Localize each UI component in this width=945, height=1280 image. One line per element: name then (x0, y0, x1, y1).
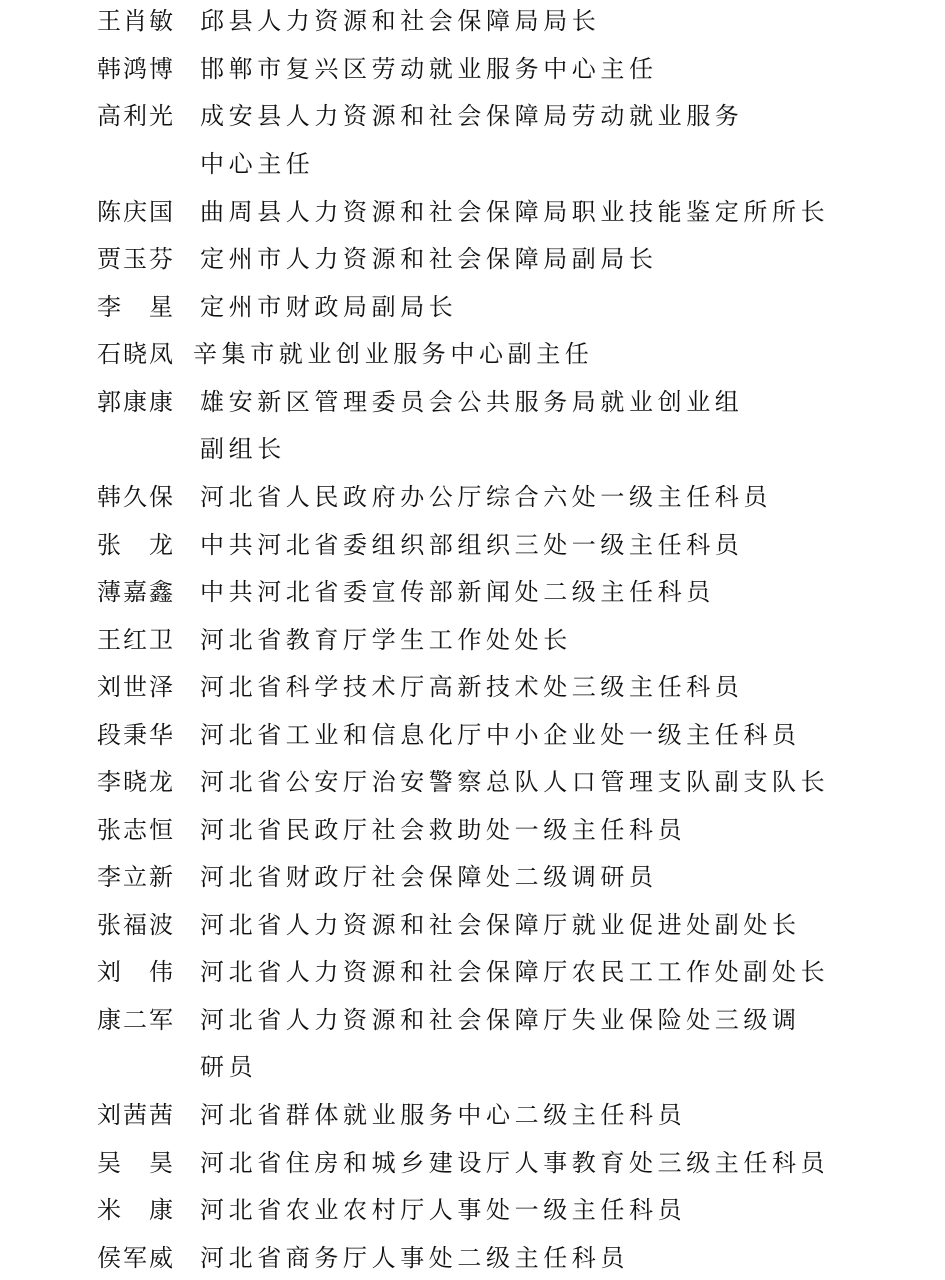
person-name: 李晓龙 (97, 768, 175, 796)
person-title: 河北省财政厅社会保障处二级调研员 (200, 863, 658, 891)
person-title: 中共河北省委宣传部新闻处二级主任科员 (200, 578, 715, 606)
person-name: 陈庆国 (97, 198, 175, 226)
person-name: 李立新 (97, 863, 175, 891)
person-name: 张福波 (97, 911, 175, 939)
person-name: 刘 伟 (97, 958, 175, 986)
person-title-continued: 副组长 (200, 435, 286, 463)
person-name: 吴 昊 (97, 1149, 175, 1177)
person-title: 河北省科学技术厅高新技术处三级主任科员 (200, 673, 744, 701)
person-title: 河北省工业和信息化厅中小企业处一级主任科员 (200, 721, 801, 749)
person-name: 张 龙 (97, 531, 175, 559)
person-name: 韩鸿博 (97, 55, 175, 83)
person-name: 段秉华 (97, 721, 175, 749)
person-title: 中共河北省委组织部组织三处一级主任科员 (200, 531, 744, 559)
person-name: 贾玉芬 (97, 245, 175, 273)
person-title: 河北省住房和城乡建设厅人事教育处三级主任科员 (200, 1149, 830, 1177)
person-title: 辛集市就业创业服务中心副主任 (193, 340, 594, 368)
person-title: 雄安新区管理委员会公共服务局就业创业组 (200, 388, 744, 416)
person-name: 刘茜茜 (97, 1101, 175, 1129)
person-title: 河北省商务厅人事处二级主任科员 (200, 1244, 629, 1272)
person-name: 刘世泽 (97, 673, 175, 701)
person-title: 曲周县人力资源和社会保障局职业技能鉴定所所长 (200, 198, 830, 226)
person-title: 河北省群体就业服务中心二级主任科员 (200, 1101, 687, 1129)
person-title: 河北省人民政府办公厅综合六处一级主任科员 (200, 483, 772, 511)
person-title: 定州市财政局副局长 (200, 293, 458, 321)
person-title: 河北省民政厅社会救助处一级主任科员 (200, 816, 687, 844)
person-title: 邯郸市复兴区劳动就业服务中心主任 (200, 55, 658, 83)
person-title: 邱县人力资源和社会保障局局长 (200, 7, 601, 35)
person-title: 定州市人力资源和社会保障局副局长 (200, 245, 658, 273)
person-name: 李 星 (97, 293, 175, 321)
person-name: 韩久保 (97, 483, 175, 511)
person-name: 薄嘉鑫 (97, 578, 175, 606)
person-name: 石晓凤 (97, 340, 175, 368)
person-title: 河北省农业农村厅人事处一级主任科员 (200, 1196, 687, 1224)
person-name: 高利光 (97, 102, 175, 130)
person-title: 河北省人力资源和社会保障厅农民工工作处副处长 (200, 958, 830, 986)
person-title: 成安县人力资源和社会保障局劳动就业服务 (200, 102, 744, 130)
person-name: 王肖敏 (97, 7, 175, 35)
person-title-continued: 中心主任 (200, 150, 315, 178)
person-name: 郭康康 (97, 388, 175, 416)
person-name: 康二军 (97, 1006, 175, 1034)
person-name: 侯军威 (97, 1244, 175, 1272)
person-title: 河北省教育厅学生工作处处长 (200, 626, 572, 654)
person-name: 米 康 (97, 1196, 175, 1224)
person-name: 张志恒 (97, 816, 175, 844)
person-title: 河北省人力资源和社会保障厅就业促进处副处长 (200, 911, 801, 939)
person-title: 河北省人力资源和社会保障厅失业保险处三级调 (200, 1006, 801, 1034)
person-title: 河北省公安厅治安警察总队人口管理支队副支队长 (200, 768, 830, 796)
person-name: 王红卫 (97, 626, 175, 654)
person-title-continued: 研员 (200, 1053, 258, 1081)
